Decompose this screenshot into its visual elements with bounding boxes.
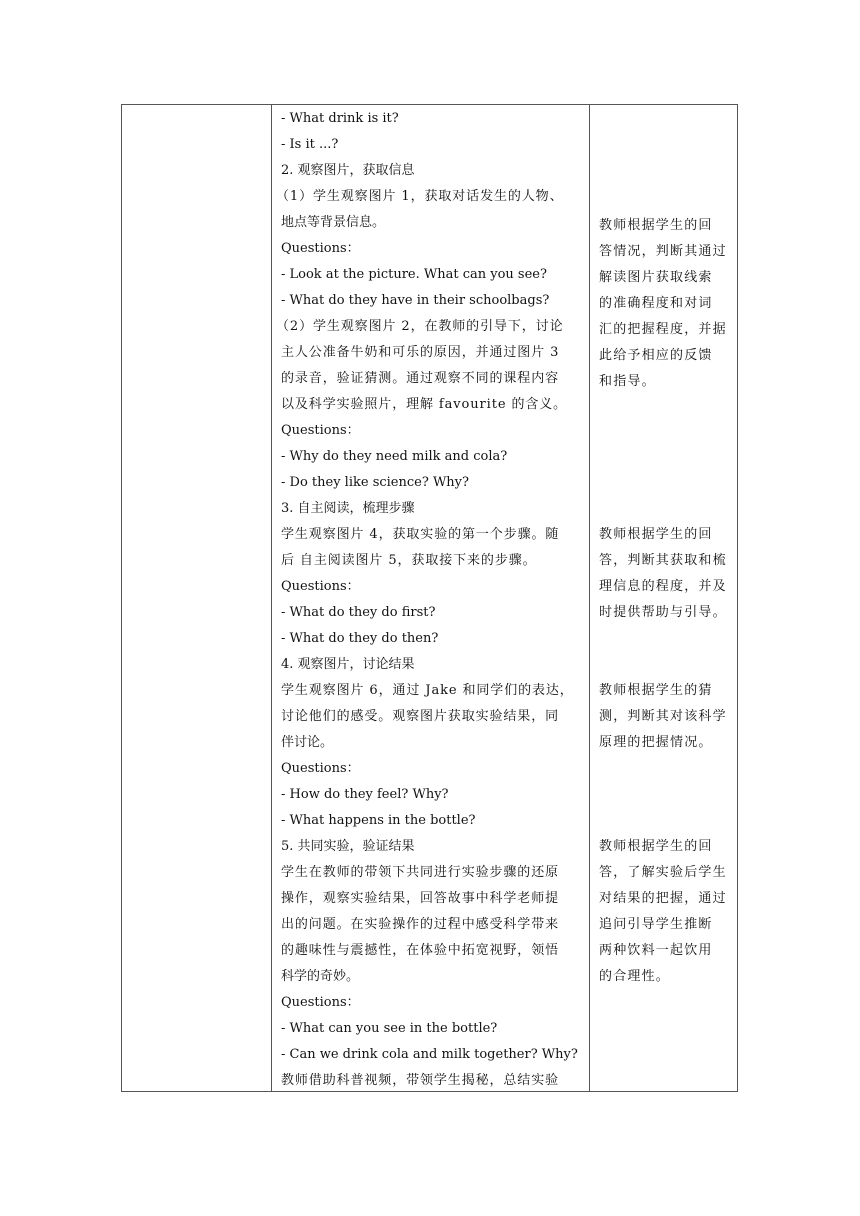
assessment-line: 教师根据学生的猜 [599, 683, 713, 698]
activity-line: 以及科学实验照片，理解 favourite 的含义。 [281, 397, 568, 412]
assessment-line: 理信息的程度，并及 [599, 579, 727, 594]
activity-line: 学生观察图片 6，通过 Jake 和同学们的表达， [281, 683, 574, 698]
assessment-line: 此给予相应的反馈 [599, 348, 713, 363]
assessment-line: 答，了解实验后学生 [599, 865, 727, 880]
activity-line: 的趣味性与震撼性，在体验中拓宽视野，领悟 [281, 943, 560, 958]
assessment-line: 的准确程度和对词 [599, 296, 713, 311]
question-item: - What do they do then? [281, 631, 439, 646]
activity-line: 出的问题。在实验操作的过程中感受科学带来 [281, 917, 560, 932]
assessment-line: 解读图片获取线索 [599, 270, 713, 285]
activity-line: 地点等背景信息。 [281, 215, 386, 230]
activity-column [272, 105, 589, 1091]
assessment-line: 教师根据学生的回 [599, 527, 713, 542]
assessment-line: 教师根据学生的回 [599, 839, 713, 854]
activity-line: （1）学生观察图片 1，获取对话发生的人物、 [276, 189, 564, 204]
assessment-line: 的合理性。 [599, 969, 671, 984]
assessment-line: 教师根据学生的回 [599, 218, 713, 233]
question-item: - What do they have in their schoolbags? [281, 293, 550, 308]
assessment-line: 时提供帮助与引导。 [599, 605, 727, 620]
assessment-column [590, 105, 738, 1091]
activity-line: - What drink is it? [281, 111, 399, 126]
questions-label: Questions： [281, 995, 360, 1010]
lesson-table [121, 104, 738, 1092]
question-item: - Do they like science? Why? [281, 475, 469, 490]
question-item: - How do they feel? Why? [281, 787, 449, 802]
activity-line: 科学的奇妙。 [281, 969, 360, 984]
question-item: - What happens in the bottle? [281, 813, 476, 828]
assessment-line: 两种饮料一起饮用 [599, 943, 713, 958]
question-item: - Why do they need milk and cola? [281, 449, 508, 464]
activity-line: 教师借助科普视频，带领学生揭秘，总结实验 [281, 1073, 560, 1088]
section-heading: 2. 观察图片，获取信息 [281, 163, 415, 178]
section-heading: 5. 共同实验，验证结果 [281, 839, 415, 854]
questions-label: Questions： [281, 423, 360, 438]
activity-line: 主人公准备牛奶和可乐的原因，并通过图片 3 [281, 345, 560, 360]
questions-label: Questions： [281, 241, 360, 256]
activity-line: 学生观察图片 4，获取实验的第一个步骤。随 [281, 527, 560, 542]
section-heading: 4. 观察图片，讨论结果 [281, 657, 415, 672]
question-item: - Look at the picture. What can you see? [281, 267, 547, 282]
stage-column [122, 105, 271, 1091]
assessment-line: 汇的把握程度，并据 [599, 322, 727, 337]
questions-label: Questions： [281, 761, 360, 776]
activity-line: 学生在教师的带领下共同进行实验步骤的还原 [281, 865, 560, 880]
activity-line: 后 自主阅读图片 5，获取接下来的步骤。 [281, 553, 537, 568]
activity-line: （2）学生观察图片 2，在教师的引导下，讨论 [276, 319, 564, 334]
assessment-line: 追问引导学生推断 [599, 917, 713, 932]
assessment-line: 答，判断其获取和梳 [599, 553, 727, 568]
activity-line: 讨论他们的感受。观察图片获取实验结果，同 [281, 709, 560, 724]
question-item: - What do they do first? [281, 605, 436, 620]
assessment-line: 原理的把握情况。 [599, 735, 713, 750]
activity-line: 伴讨论。 [281, 735, 334, 750]
activity-line: 的录音，验证猜测。通过观察不同的课程内容 [281, 371, 560, 386]
activity-line: 操作，观察实验结果，回答故事中科学老师提 [281, 891, 560, 906]
assessment-line: 答情况，判断其通过 [599, 244, 727, 259]
question-item: - Can we drink cola and milk together? Why? [281, 1047, 578, 1062]
assessment-line: 测，判断其对该科学 [599, 709, 727, 724]
question-item: - What can you see in the bottle? [281, 1021, 498, 1036]
activity-line: - Is it ...? [281, 137, 339, 152]
assessment-line: 和指导。 [599, 374, 656, 389]
assessment-line: 对结果的把握，通过 [599, 891, 727, 906]
questions-label: Questions： [281, 579, 360, 594]
section-heading: 3. 自主阅读，梳理步骤 [281, 501, 415, 516]
